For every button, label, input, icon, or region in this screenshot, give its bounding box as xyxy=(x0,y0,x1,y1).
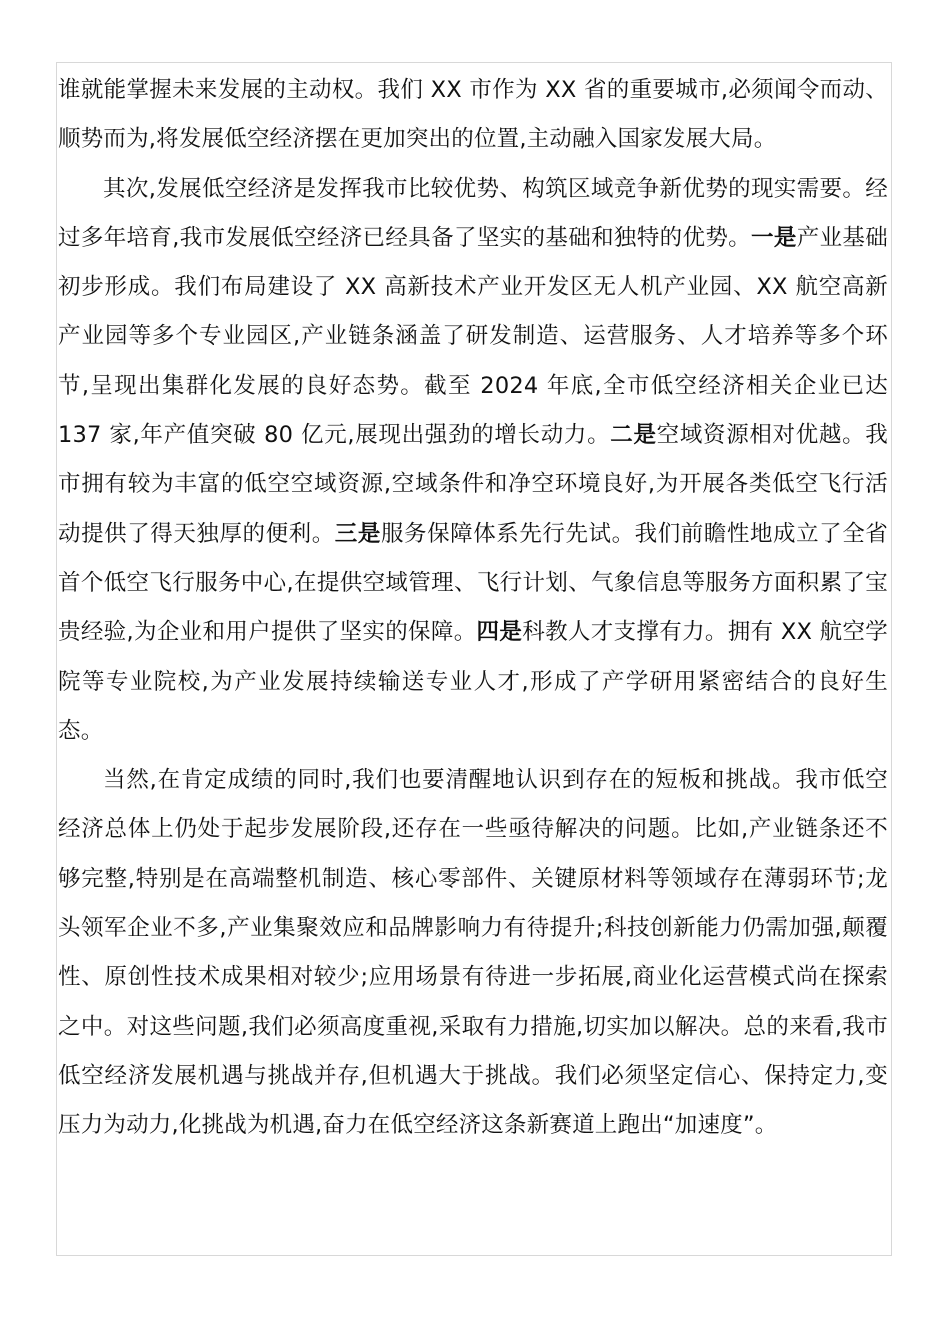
point-3-text: 服务保障体系先行先试。我们前瞻性地成立了全省首个低空飞行服务中心,在提供空域管理、飞行计划、气象信息等服务方面积累了宝贵经验,为企业和用户提供了坚实的保障。 xyxy=(58,520,889,646)
point-1-label: 一是 xyxy=(751,224,797,251)
point-2-label: 二是 xyxy=(610,422,657,449)
point-4-label: 四是 xyxy=(476,619,523,646)
point-4-text: 科教人才支撑有力。拥有 XX 航空学院等专业院校,为产业发展持续输送专业人才,形成了产学研用紧密结合的良好生态。 xyxy=(58,619,889,744)
point-1-text: 产业基础初步形成。我们布局建设了 XX 高新技术产业开发区无人机产业园、XX 航空高新产业园等多个专业园区,产业链条涵盖了研发制造、运营服务、人才培养等多个环节,呈现出集群化发展的良好态势。截至 2024 年底,全市低空经济相关企业已达 137 家,年产值突破 80 亿元,展现出强劲的增长动力。 xyxy=(58,224,888,449)
document-body xyxy=(58,66,888,1151)
point-2-text: 空域资源相对优越。我市拥有较为丰富的低空空域资源,空域条件和净空环境良好,为开展各类低空飞行活动提供了得天独厚的便利。 xyxy=(58,422,888,547)
paragraph-1: 谁就能掌握未来发展的主动权。我们 XX 市作为 XX 省的重要城市,必须闻令而动、顺势而为,将发展低空经济摆在更加突出的位置,主动融入国家发展大局。 xyxy=(58,77,888,153)
paragraph-2 xyxy=(58,165,888,757)
paragraph-2-intro: 其次,发展低空经济是发挥我市比较优势、构筑区域竞争新优势的现实需要。经过多年培育,我市发展低空经济已经具备了坚实的基础和独特的优势。 xyxy=(58,175,888,251)
paragraph-3: 当然,在肯定成绩的同时,我们也要清醒地认识到存在的短板和挑战。我市低空经济总体上仍处于起步发展阶段,还存在一些亟待解决的问题。比如,产业链条还不够完整,特别是在高端整机制造、核心零部件、关键原材料等领域存在薄弱环节;龙头领军企业不多,产业集聚效应和品牌影响力有待提升;科技创新能力仍需加强,颠覆性、原创性技术成果相对较少;应用场景有待进一步拓展,商业化运营模式尚在探索之中。对这些问题,我们必须高度重视,采取有力措施,切实加以解决。总的来看,我市低空经济发展机遇与挑战并存,但机遇大于挑战。我们必须坚定信心、保持定力,变压力为动力,化挑战为机遇,奋力在低空经济这条新赛道上跑出“加速度”。 xyxy=(58,767,888,1139)
point-3-label: 三是 xyxy=(334,520,381,547)
